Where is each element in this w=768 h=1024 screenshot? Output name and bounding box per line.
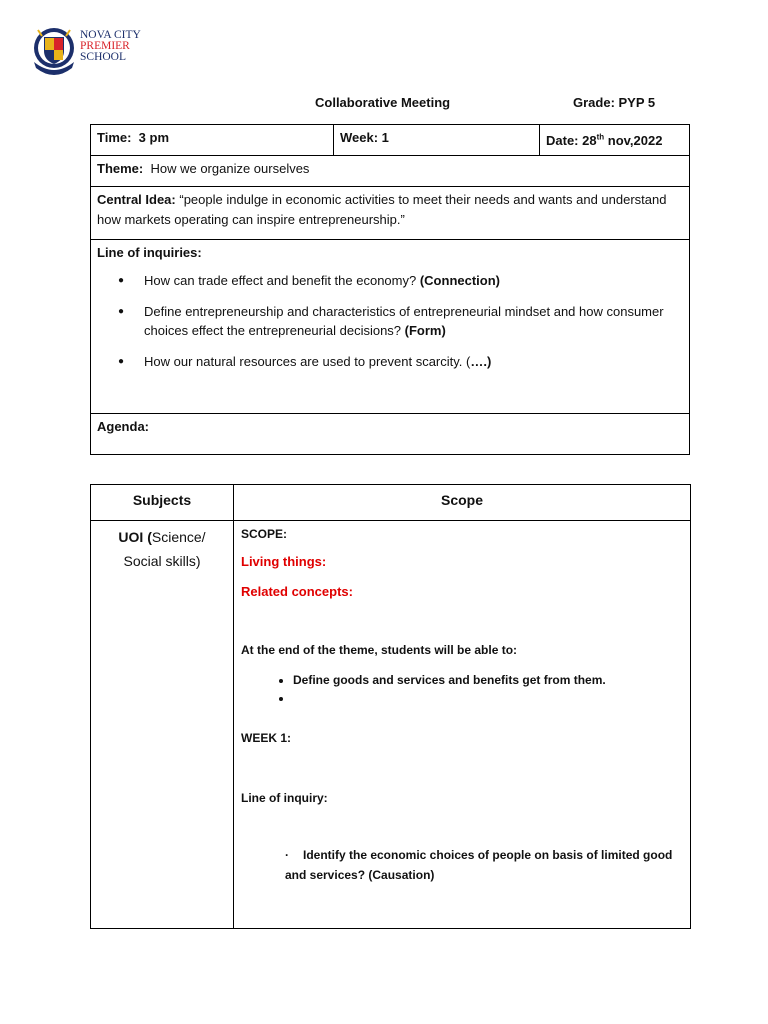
- school-name-line-2: PREMIER: [80, 40, 130, 52]
- living-things-heading: Living things:: [241, 554, 327, 569]
- school-name: [80, 30, 141, 63]
- agenda-label: Agenda:: [97, 419, 149, 434]
- lines-of-inquiry-cell: [91, 240, 690, 414]
- time-value: 3 pm: [138, 130, 170, 145]
- list-item: [144, 302, 683, 340]
- date-suffix: nov,2022: [604, 133, 663, 149]
- central-idea-cell: [91, 187, 690, 240]
- subject-name: UOI (: [118, 529, 152, 545]
- related-concepts-heading: Related concepts:: [241, 584, 353, 599]
- list-item: [293, 689, 683, 707]
- scope-heading: SCOPE:: [241, 527, 288, 541]
- week-heading: WEEK 1:: [241, 731, 292, 745]
- theme-value: How we organize ourselves: [150, 161, 310, 176]
- date-sup: th: [596, 133, 605, 142]
- inquiry-detail-tag: (Causation): [368, 868, 435, 882]
- theme-cell: [91, 156, 690, 187]
- agenda-cell: [91, 414, 690, 455]
- bullet-dot: ·: [285, 848, 289, 862]
- inquiry-detail: [241, 845, 683, 885]
- date-prefix: Date: 28: [546, 133, 597, 149]
- meeting-info-table: [90, 124, 690, 455]
- inquiry-list: [97, 271, 683, 371]
- inquiry-tag: ….): [470, 354, 492, 369]
- document-title: Collaborative Meeting: [315, 95, 451, 110]
- subject-cell: [91, 521, 234, 929]
- subject-detail: Science/ Social skills): [123, 529, 206, 569]
- inquiry-detail-text: Identify the economic choices of people on basis of limited good and services?: [285, 848, 673, 882]
- outcome-list: [241, 671, 683, 707]
- date-cell: [540, 125, 690, 156]
- subject-scope-table: [90, 484, 691, 929]
- central-idea-label: Central Idea:: [97, 192, 176, 207]
- lines-of-inquiry-label: Line of inquiries:: [97, 245, 202, 260]
- theme-label: Theme:: [97, 161, 144, 176]
- time-label: Time:: [97, 130, 132, 145]
- date-value: [546, 133, 662, 148]
- scope-cell: [234, 521, 691, 929]
- week-cell: [334, 125, 540, 156]
- time-cell: [91, 125, 334, 156]
- school-name-line-1: NOVA CITY: [80, 29, 141, 41]
- inquiry-tag: (Connection): [419, 273, 500, 288]
- grade-label: Grade: PYP 5: [573, 95, 656, 110]
- school-name-line-3: SCHOOL: [80, 51, 127, 63]
- list-item: [144, 352, 683, 371]
- list-item: [144, 271, 683, 290]
- inquiry-tag: (Form): [404, 323, 446, 338]
- school-crest-icon: [28, 24, 80, 80]
- inquiry-text: How can trade effect and benefit the economy?: [144, 273, 417, 288]
- inquiry-text: How our natural resources are used to prevent scarcity. (: [144, 354, 471, 369]
- central-idea-value: “people indulge in economic activities to meet their needs and wants and understand how markets operating can inspire entrepreneurship.”: [97, 192, 667, 227]
- inquiry-text: Define entrepreneurship and characteristics of entrepreneurial mindset and how consumer choices effect the entrepreneurial decisions?: [144, 304, 664, 338]
- school-logo: [28, 24, 168, 80]
- line-of-inquiry-heading: Line of inquiry:: [241, 791, 328, 805]
- end-of-theme-text: At the end of the theme, students will be able to:: [241, 643, 518, 657]
- scope-header: Scope: [234, 485, 691, 521]
- subjects-header: Subjects: [91, 485, 234, 521]
- list-item: • Define goods and services and benefits get from them.: [293, 671, 683, 689]
- week-label: Week: 1: [340, 130, 389, 145]
